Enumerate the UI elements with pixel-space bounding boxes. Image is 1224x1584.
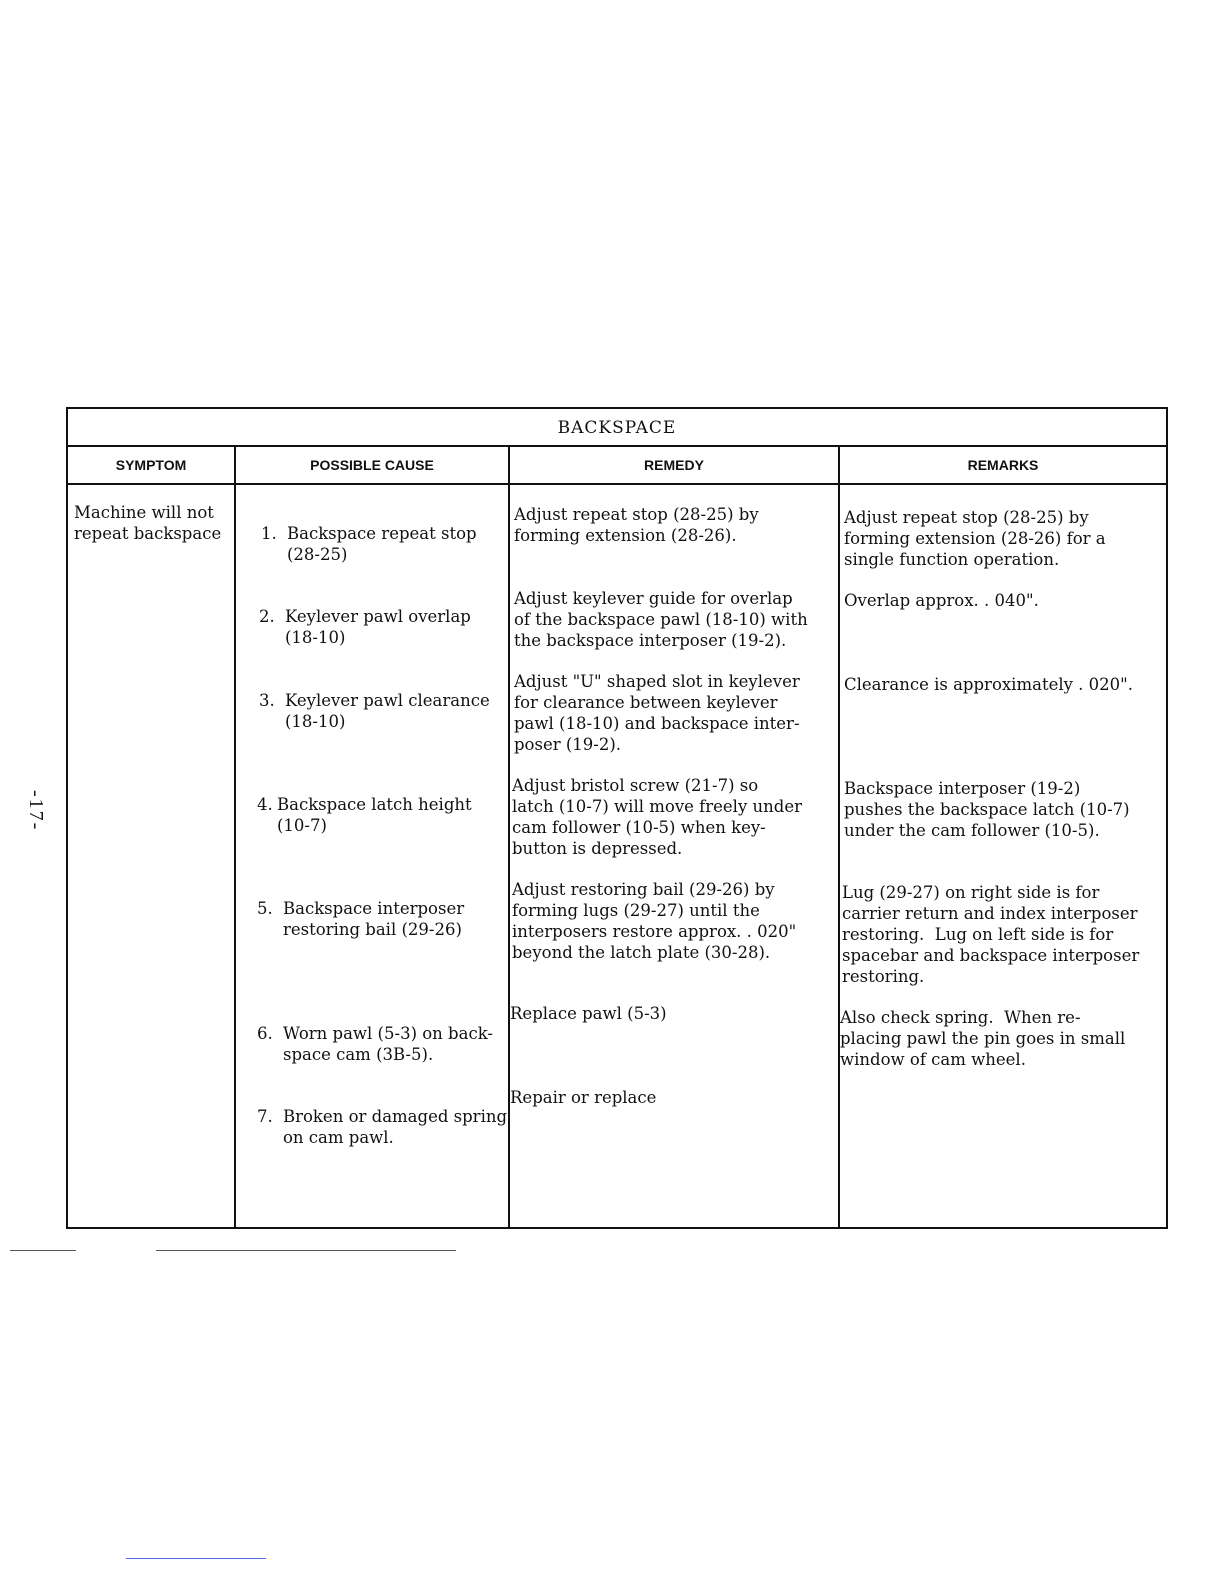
cause-text: Backspace repeat stop (28-25) (286, 524, 477, 564)
cause-text: Broken or damaged spring on cam pawl. (282, 1107, 508, 1147)
cause-text: Backspace latch height (10-7) (276, 795, 472, 835)
header-possible-cause: POSSIBLE CAUSE (310, 457, 434, 473)
remedy-text: Adjust repeat stop (28-25) by forming extension (28-26). (514, 505, 759, 545)
scan-rule (156, 1250, 456, 1251)
table-title: BACKSPACE (68, 409, 1166, 447)
scan-rule (10, 1250, 76, 1251)
symptom-text: Machine will not repeat backspace (74, 503, 222, 543)
cause-number: 7. (256, 1107, 273, 1126)
cause-item (236, 1085, 507, 1169)
remedy-text: Replace pawl (5-3) (510, 1004, 667, 1023)
remedy-text: Adjust keylever guide for overlap of the backspace pawl (18-10) with the backspace interposer (19-2). (514, 589, 808, 650)
header-remedy: REMEDY (644, 457, 704, 473)
remedy-text: Adjust bristol screw (21-7) so latch (10-7) will move freely under cam follower (10-5) when key- button is depressed. (512, 776, 802, 858)
cause-item (236, 877, 464, 961)
header-symptom: SYMPTOM (115, 457, 187, 473)
remedy-text: Adjust restoring bail (29-26) by forming lugs (29-27) until the interposers restore approx. . 020" beyond the latch plate (30-28). (512, 880, 797, 962)
remarks-text: Clearance is approximately . 020". (844, 675, 1133, 694)
remarks-text: Overlap approx. . 040". (844, 591, 1039, 610)
cause-text: Worn pawl (5-3) on back- space cam (3B-5). (282, 1024, 493, 1064)
remedy-text: Adjust "U" shaped slot in keylever for clearance between keylever pawl (18-10) and backspace inter- poser (19-2). (514, 672, 800, 754)
cause-number: 5. (256, 899, 273, 918)
page-number: -17- (25, 790, 47, 832)
cause-item (236, 1002, 493, 1086)
cause-item (238, 585, 471, 669)
remarks-text: Adjust repeat stop (28-25) by forming extension (28-26) for a single function operation. (844, 508, 1106, 569)
cause-number: 3. (258, 691, 275, 710)
cause-item (238, 669, 490, 753)
cause-number: 1. (260, 524, 277, 543)
cause-text: Keylever pawl overlap (18-10) (284, 607, 471, 647)
scan-rule (126, 1558, 266, 1559)
cause-number: 2. (258, 607, 275, 626)
cause-text: Keylever pawl clearance (18-10) (284, 691, 490, 731)
troubleshooting-table (66, 407, 1168, 1229)
cause-item (240, 502, 477, 586)
cause-text: Backspace interposer restoring bail (29-26) (282, 899, 465, 939)
remarks-text: Also check spring. When re- placing pawl the pin goes in small window of cam wheel. (840, 1008, 1126, 1069)
cause-number: 4. (256, 795, 273, 814)
header-remarks: REMARKS (967, 457, 1039, 473)
cause-item (236, 773, 472, 857)
remarks-text: Backspace interposer (19-2) pushes the backspace latch (10-7) under the cam follower (10-5). (844, 779, 1130, 840)
remarks-text: Lug (29-27) on right side is for carrier return and index interposer restoring. Lug on left side is for spacebar and backspace interposer restoring. (842, 883, 1140, 986)
column-divider (838, 447, 840, 1227)
header-row (68, 447, 1166, 485)
cause-number: 6. (256, 1024, 273, 1043)
remedy-text: Repair or replace (510, 1088, 657, 1107)
column-divider (508, 447, 510, 1227)
